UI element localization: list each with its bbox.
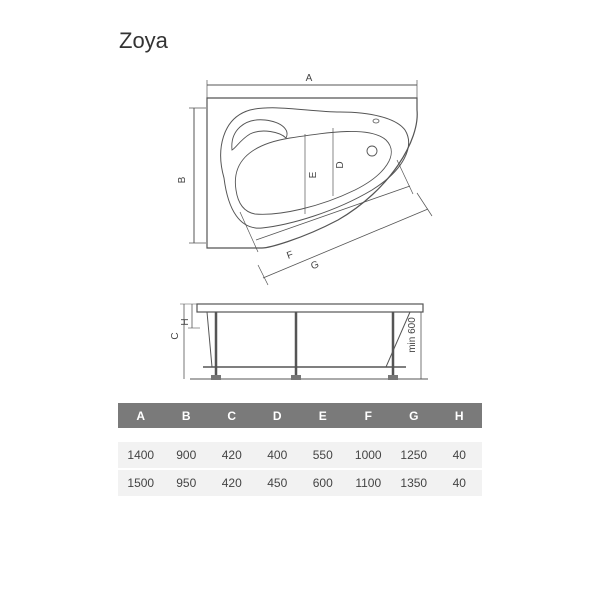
header-h: H	[437, 403, 483, 428]
dim-b-label: B	[177, 176, 188, 184]
side-view	[180, 304, 428, 380]
dim-f-label: F	[285, 249, 295, 262]
table-cell: 550	[300, 442, 346, 470]
table-cell: 1250	[391, 442, 437, 470]
product-title: Zoya	[119, 28, 168, 53]
dim-a-label: A	[305, 73, 313, 84]
dim-g-line	[263, 209, 428, 278]
header-e: E	[300, 403, 346, 428]
table-cell: 40	[437, 470, 483, 496]
table-cell: 40	[437, 442, 483, 470]
drain-icon	[367, 146, 377, 156]
dim-min-label: min 600	[407, 317, 418, 353]
table-cell: 1100	[346, 470, 392, 496]
table-cell: 400	[255, 442, 301, 470]
dim-g-label: G	[309, 259, 321, 273]
headrest	[232, 120, 287, 150]
table-cell: 420	[209, 442, 255, 470]
header-b: B	[164, 403, 210, 428]
table-cell: 1400	[118, 442, 164, 470]
header-c: C	[209, 403, 255, 428]
header-g: G	[391, 403, 437, 428]
table-cell: 1000	[346, 442, 392, 470]
table-cell: 1350	[391, 470, 437, 496]
dim-c-label: C	[170, 332, 181, 340]
table-header-row	[118, 403, 482, 428]
dim-d-label: D	[335, 161, 346, 169]
table-cell: 420	[209, 470, 255, 496]
header-a: A	[118, 403, 164, 428]
spec-table	[118, 403, 482, 496]
header-f: F	[346, 403, 392, 428]
table-cell: 1500	[118, 470, 164, 496]
tub-inner-bowl	[221, 108, 409, 228]
header-d: D	[255, 403, 301, 428]
overflow-icon	[373, 119, 379, 123]
table-row	[118, 442, 482, 470]
dim-e-label: E	[308, 171, 319, 179]
side-rim	[197, 304, 423, 312]
dim-h-label: H	[180, 318, 191, 326]
table-cell: 450	[255, 470, 301, 496]
side-body	[207, 312, 410, 367]
table-cell: 950	[164, 470, 210, 496]
table-cell: 900	[164, 442, 210, 470]
table-cell: 600	[300, 470, 346, 496]
table-row	[118, 470, 482, 496]
top-view	[189, 80, 432, 285]
